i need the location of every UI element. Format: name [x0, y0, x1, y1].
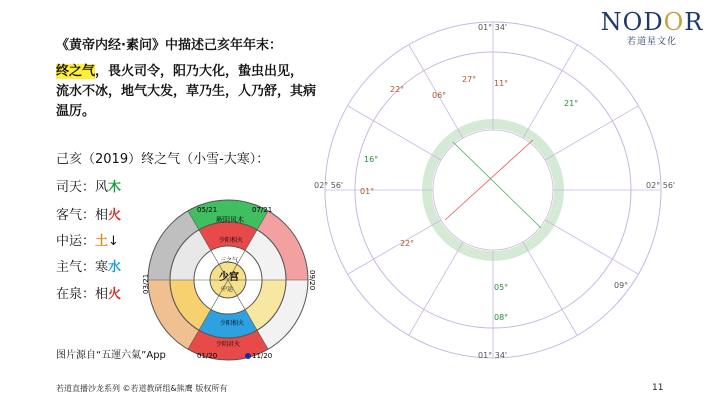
date-left: 03/21: [142, 273, 150, 294]
page-number: 11: [652, 383, 664, 393]
description-paragraph: [56, 62, 316, 122]
degree-left: 02° 56': [314, 181, 344, 190]
inner-label-bottom: 少阳相火: [220, 320, 245, 327]
qi-row-sitian: [56, 176, 121, 195]
qi-label: 主气：: [56, 260, 96, 275]
planet-label: 21°: [564, 99, 579, 108]
paragraph-body: ，畏火司令，阳乃大化，蛰虫出见，流水不冰，地气大发，草乃生，人乃舒，其病温厉。: [56, 64, 317, 119]
footer-copyright: 若道直播沙龙系列 ©若道教研组&熊鹰 版权所有: [56, 384, 228, 393]
element-glyph: 火: [108, 208, 122, 223]
qi-pre: 相: [95, 287, 109, 302]
date-bottom-left: 01/20: [197, 352, 218, 360]
planet-label: 22°: [390, 85, 405, 94]
qi-row-zaiquan: [56, 283, 121, 302]
inner-label-top: 少阳相火: [219, 237, 244, 244]
planet-label: 09°: [614, 281, 629, 290]
qi-label: 在泉：: [56, 287, 96, 302]
qi-pre: 风: [95, 180, 109, 195]
qi-post: ↓: [108, 234, 119, 249]
qi-row-zhuqi: [56, 256, 121, 275]
planet-label: 16°: [364, 155, 379, 164]
image-source-note: 图片源自“五運六氣”App: [56, 350, 166, 361]
center-label: 少宫: [219, 272, 239, 283]
element-glyph: 土: [95, 234, 109, 249]
logo-text-dot: O: [663, 8, 685, 36]
logo-subtitle: 若道星文化: [626, 37, 677, 47]
mid-label-top: 三之气: [220, 257, 239, 264]
highlight-term: 终之气: [56, 64, 96, 79]
brand-logo: [592, 8, 712, 47]
planet-label: 05°: [494, 283, 509, 292]
planet-label: 06°: [432, 91, 447, 100]
qi-row-zhongyun: [56, 230, 119, 249]
planet-label: 27°: [462, 75, 477, 84]
degree-top: 01° 34': [478, 23, 508, 32]
planet-label: 11°: [494, 79, 509, 88]
current-position-marker: [245, 353, 251, 359]
period-title: 己亥（2019）终之气（小雪-大寒）：: [56, 152, 270, 167]
element-glyph: 木: [108, 180, 122, 195]
element-glyph: 火: [108, 287, 122, 302]
qi-label: 客气：: [56, 208, 96, 223]
outer-label-top: 厥阴风木: [216, 216, 244, 224]
planet-label: 01°: [360, 187, 375, 196]
date-right: 09/20: [308, 270, 316, 291]
degree-right: 02° 56': [646, 181, 676, 190]
qi-row-keqi: [56, 204, 121, 223]
qi-label: 中运：: [56, 234, 96, 249]
qi-pre: 相: [95, 208, 109, 223]
qi-pre: 寒: [95, 260, 109, 275]
logo-text-right: R: [684, 8, 704, 36]
qi-label: 司天：: [56, 180, 96, 195]
logo-text-left: NOD: [600, 8, 664, 36]
astrology-chart: [312, 20, 674, 360]
outer-label-bottom: 少阴君火: [216, 341, 241, 348]
slide-heading: 《黄帝内经·素问》中描述己亥年年末：: [56, 38, 282, 53]
date-top-right: 07/21: [252, 206, 273, 214]
planet-label: 22°: [400, 239, 415, 248]
date-bottom-right: 11/20: [252, 352, 273, 360]
wuyun-liuqi-wheel: [140, 200, 315, 360]
planet-label: 08°: [494, 313, 509, 322]
center-sublabel: 中运: [221, 286, 234, 293]
date-top-left: 05/21: [197, 206, 218, 214]
degree-bottom: 01° 34': [478, 351, 508, 360]
element-glyph: 水: [108, 260, 122, 275]
